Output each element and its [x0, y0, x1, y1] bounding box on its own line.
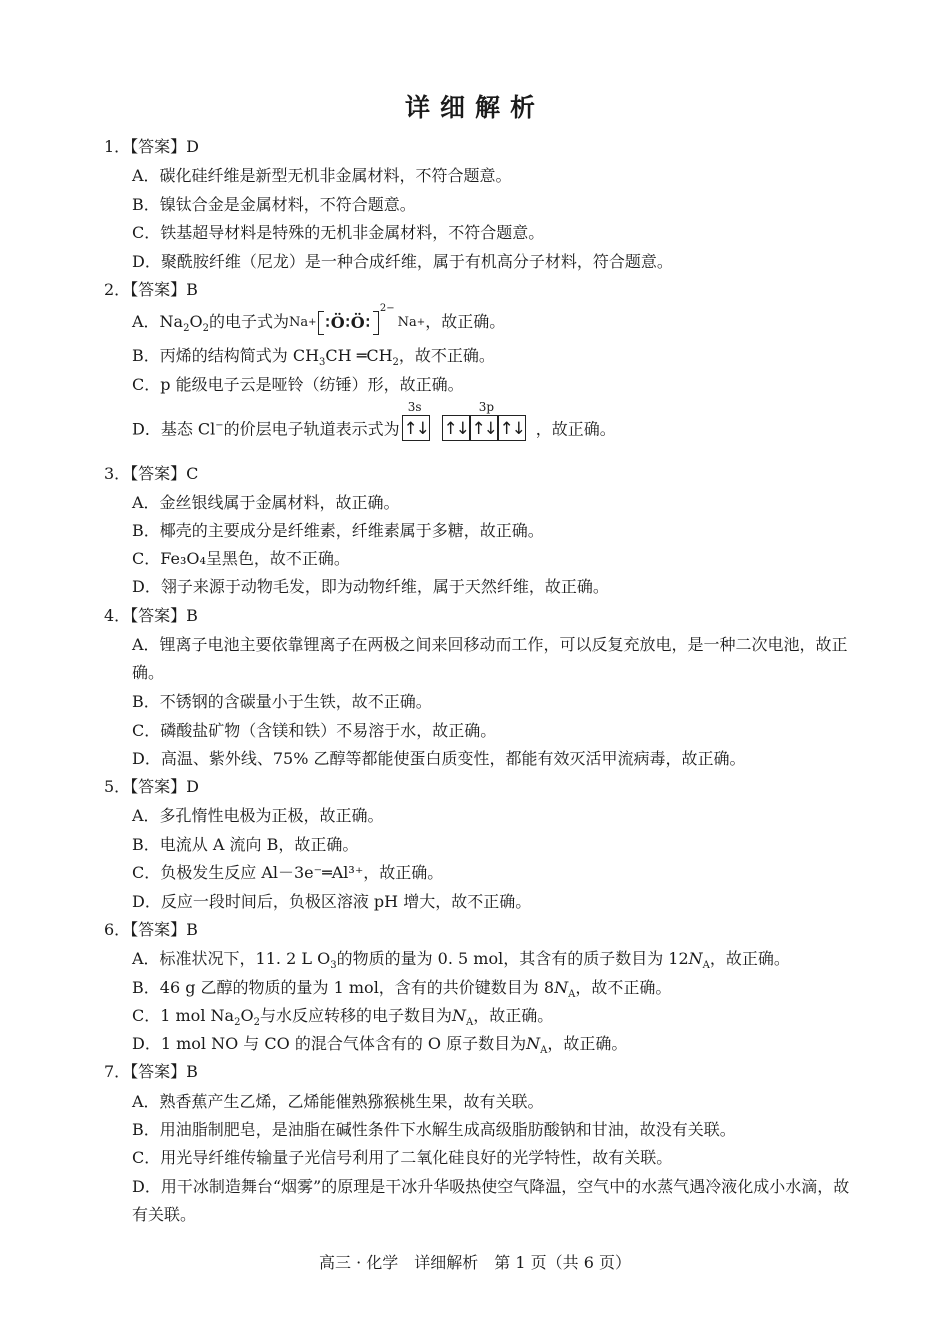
- option-text: D．反应一段时间后，负极区溶液 pH 增大，故不正确。: [132, 892, 532, 911]
- answer-line: 2．【答案】B: [104, 280, 198, 299]
- option-text: A．碳化硅纤维是新型无机非金属材料，不符合题意。: [132, 166, 512, 185]
- option-text: C．铁基超导材料是特殊的无机非金属材料，不符合题意。: [132, 223, 545, 242]
- orbital-diagram: 3s 3p ↑↓ ↑↓ ↑↓ ↑↓: [403, 400, 524, 439]
- option-text: C．磷酸盐矿物（含镁和铁）不易溶于水，故正确。: [132, 721, 497, 740]
- answer-line: 4．【答案】B: [104, 606, 198, 625]
- answer-line: 3．【答案】C: [104, 464, 199, 483]
- option-text: D．高温、紫外线、75% 乙醇等都能使蛋白质变性，都能有效灭活甲流病毒，故正确。: [132, 749, 746, 768]
- page-title: 详细解析: [404, 93, 545, 122]
- option-text: C．Fe₃O₄呈黑色，故不正确。: [132, 549, 350, 568]
- orbital-box: ↑↓: [498, 415, 526, 441]
- option-text: B．用油脂制肥皂，是油脂在碱性条件下水解生成高级脂肪酸钠和甘油，故没有关联。: [132, 1120, 736, 1139]
- option-text: A．多孔惰性电极为正极，故正确。: [132, 806, 384, 825]
- answer-line: 5．【答案】D: [104, 777, 200, 796]
- option-text: B．镍钛合金是金属材料，不符合题意。: [132, 195, 416, 214]
- option-text: B．丙烯的结构简式为 $CH_3CH$ $═CH_2$，故不正确。: [132, 346, 495, 369]
- option-text: B．电流从 A 流向 B，故正确。: [132, 835, 359, 854]
- answer-line: 7．【答案】B: [104, 1062, 198, 1081]
- option-text: D．1 mol NO 与 CO 的混合气体含有的 O 原子数目为$N_A$，故正确。: [132, 1034, 628, 1057]
- option-text: A．标准状况下，11. 2 L $O_3$的物质的量为 0. 5 mol，其含有的质子数目为 $12N_A$，故正确。: [132, 949, 790, 972]
- answer-line: 6．【答案】B: [104, 920, 198, 939]
- option-text: D．基态 Cl−的价层电子轨道表示式为 3s 3p ↑↓ ↑↓ ↑↓ ↑↓ ，故正确。: [132, 415, 857, 445]
- electron-formula: Na + ∶Ö∶Ö∶ 2− Na +: [289, 309, 425, 337]
- option-text: A．熟香蕉产生乙烯，乙烯能催熟猕猴桃生果，故有关联。: [132, 1092, 544, 1111]
- option-text: D．用干冰制造舞台“烟雾”的原理是干冰升华吸热使空气降温，空气中的水蒸气遇冷液化成小水滴，故有关联。: [132, 1177, 850, 1224]
- option-text: A．金丝银线属于金属材料，故正确。: [132, 493, 400, 512]
- option-text: C．用光导纤维传输量子光信号利用了二氧化硅良好的光学特性，故有关联。: [132, 1148, 673, 1167]
- option-text: D．聚酰胺纤维（尼龙）是一种合成纤维，属于有机高分子材料，符合题意。: [132, 252, 673, 271]
- answer-line: 1．【答案】D: [104, 137, 200, 156]
- option-text: B．椰壳的主要成分是纤维素，纤维素属于多糖，故正确。: [132, 521, 544, 540]
- option-text: A．$Na_2O_2$的电子式为 Na + ∶Ö∶Ö∶ 2− Na + ，故正确。: [132, 308, 857, 337]
- orbital-box: ↑↓: [442, 415, 470, 441]
- option-text: C．1 mol $Na_2O_2$与水反应转移的电子数目为$N_A$，故正确。: [132, 1006, 554, 1029]
- option-text: B．46 g 乙醇的物质的量为 1 mol，含有的共价键数目为 $8N_A$，故不正确。: [132, 978, 672, 1001]
- option-text: C．负极发生反应 Al－3e⁻═Al³⁺，故正确。: [132, 863, 444, 882]
- option-text: A．锂离子电池主要依靠锂离子在两极之间来回移动而工作，可以反复充放电，是一种二次电池，故正确。: [132, 635, 848, 682]
- page-footer: 高三 · 化学 详细解析 第 1 页（共 6 页）: [319, 1253, 631, 1272]
- option-text: B．不锈钢的含碳量小于生铁，故不正确。: [132, 692, 432, 711]
- orbital-box: ↑↓: [402, 415, 430, 441]
- orbital-box: ↑↓: [470, 415, 498, 441]
- option-text: C．p 能级电子云是哑铃（纺锤）形，故正确。: [132, 375, 464, 394]
- option-text: D．翎子来源于动物毛发，即为动物纤维，属于天然纤维，故正确。: [132, 577, 609, 596]
